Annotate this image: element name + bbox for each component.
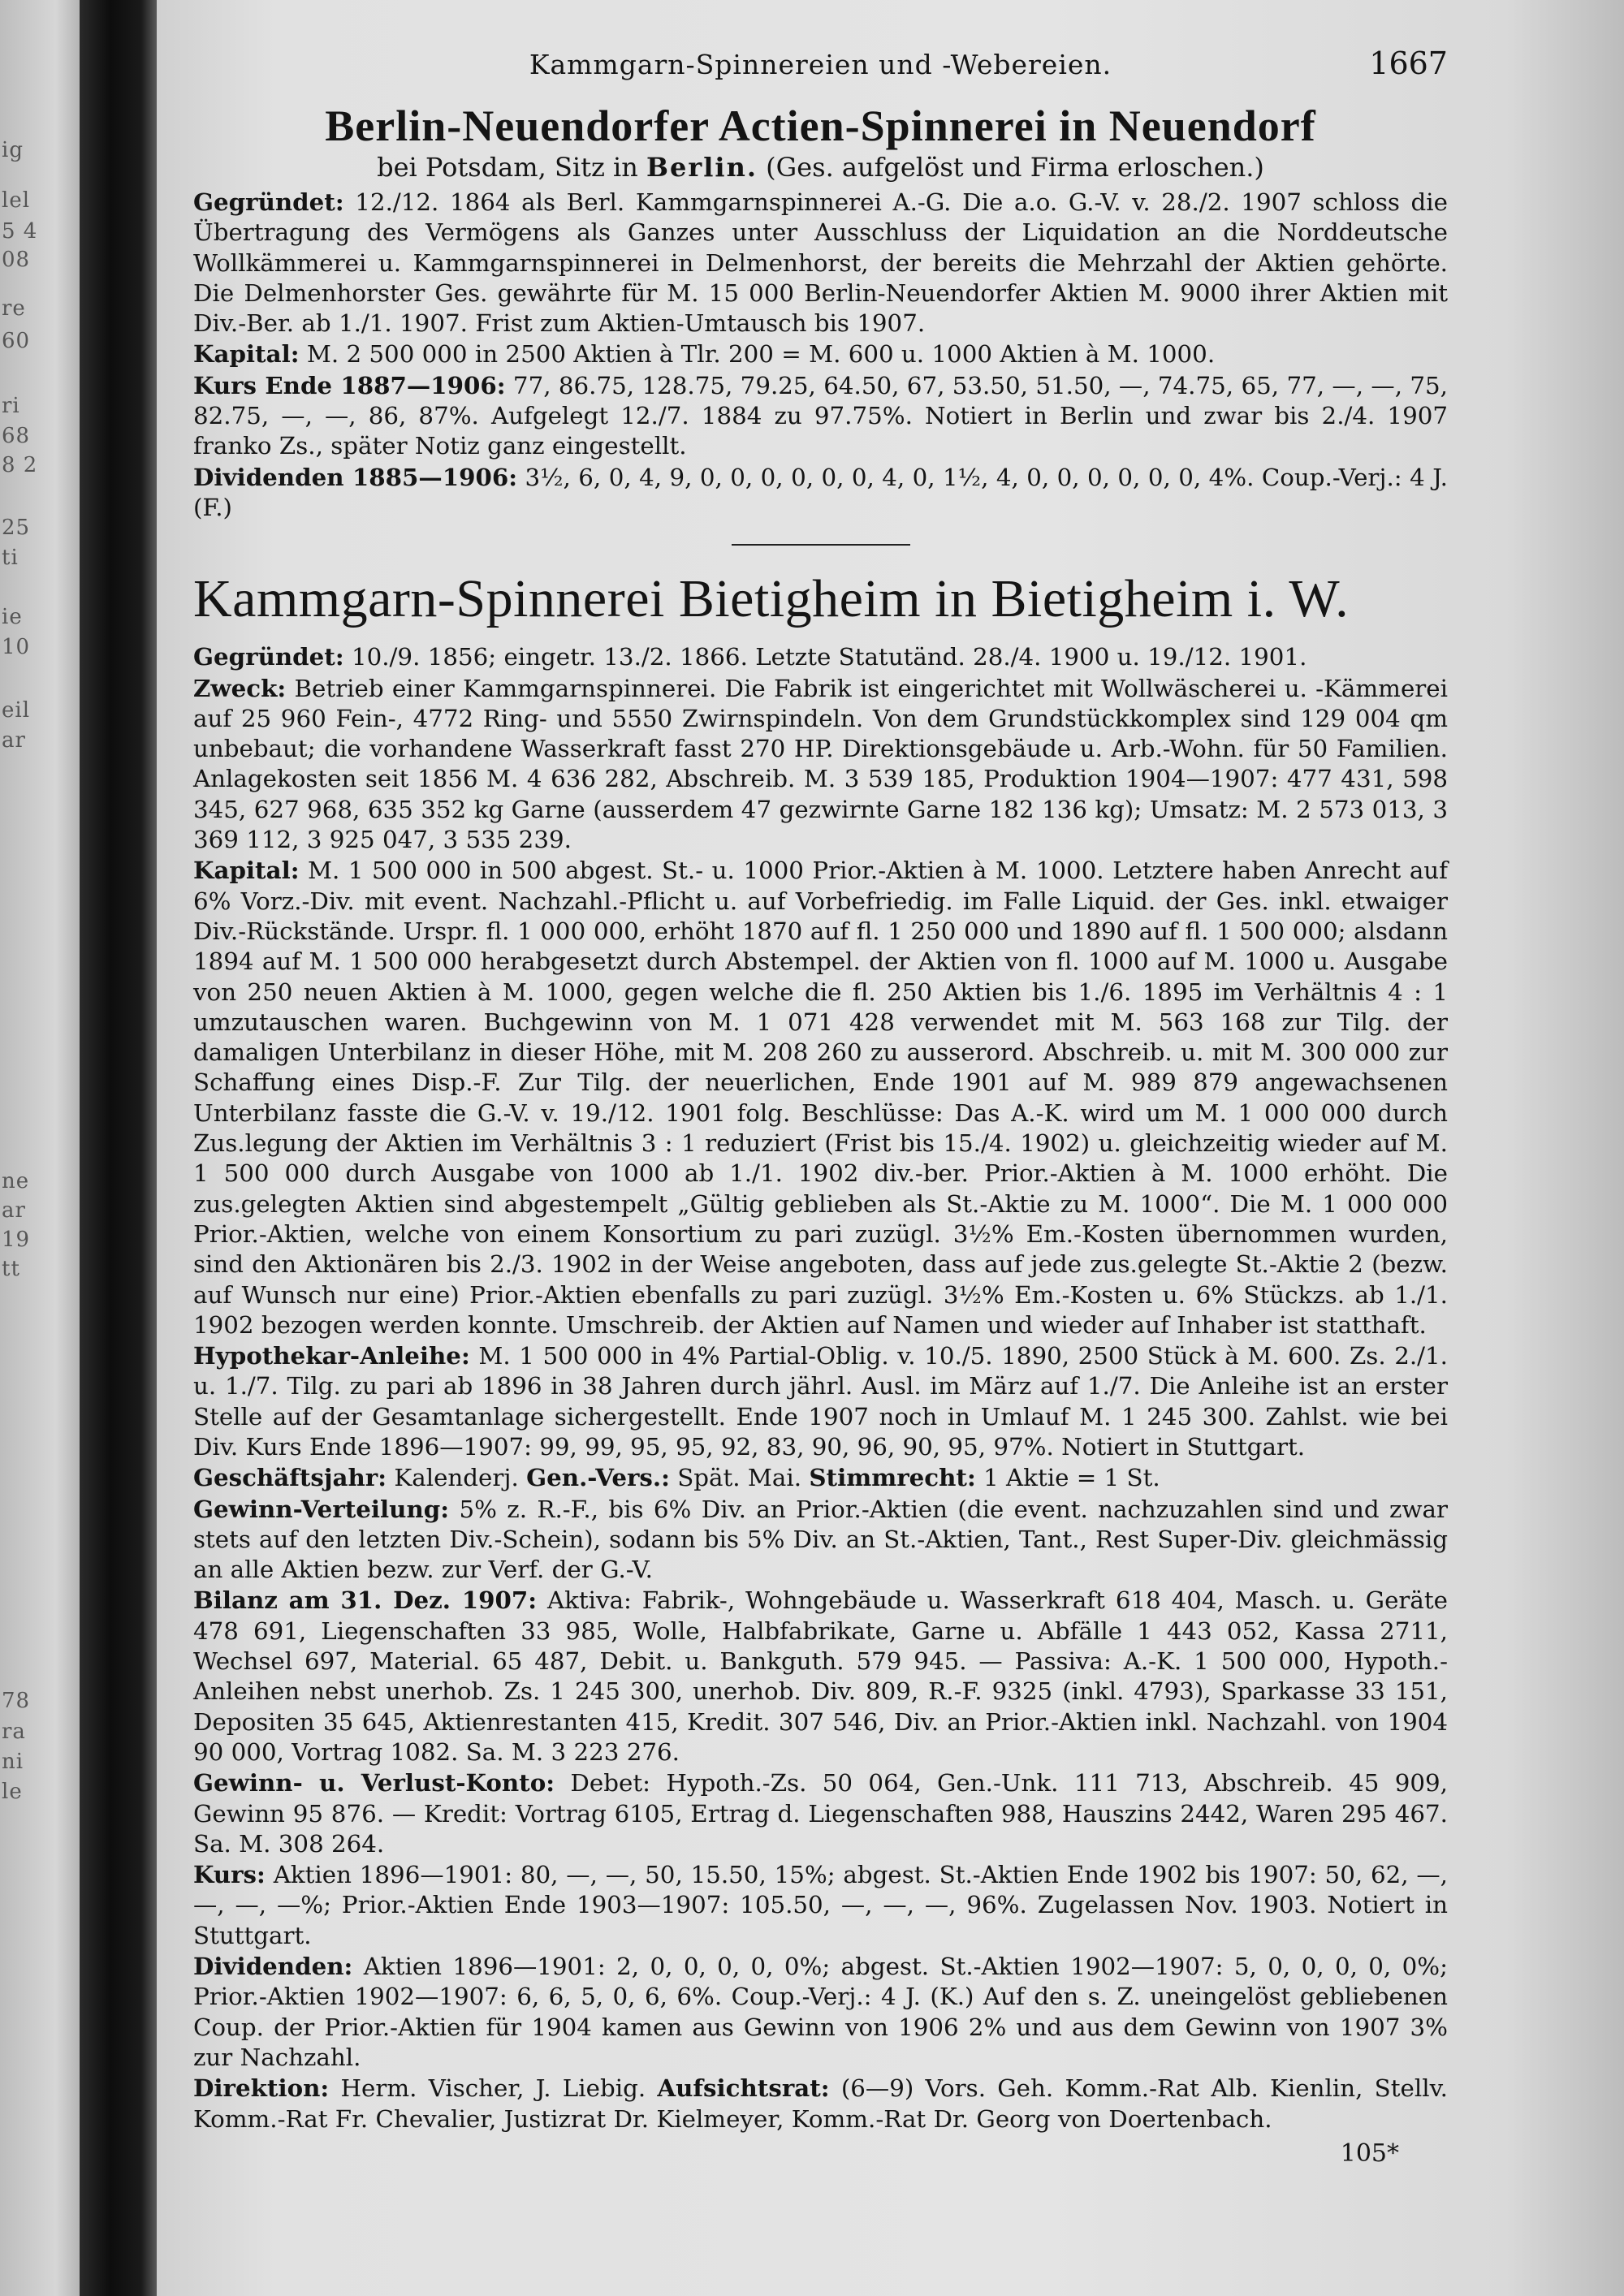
left-fragment: ar bbox=[2, 728, 26, 753]
field-text: 5% z. R.-F., bis 6% Div. an Prior.-Aktien (die event. nachzuzahlen sind und zwar stets auf den letzten Div.-Schein), sodann bis 5% Div. an St.-Aktien, Tant., Rest Super-Div. gleichmässig an alle Aktien bezw. zur Verf. der G.-V. bbox=[193, 1495, 1448, 1584]
field-label: Gegründet: bbox=[193, 642, 344, 671]
document-page bbox=[157, 0, 1624, 2296]
paragraph-mortgage-loan bbox=[193, 1340, 1448, 1462]
field-label: Kurs Ende 1887—1906: bbox=[193, 370, 506, 399]
field-text: Aktien 1896—1901: 2, 0, 0, 0, 0, 0%; abgest. St.-Aktien 1902—1907: 5, 0, 0, 0, 0, 0%; Prior.-Aktien 1902—1907: 6, 6, 5, 0, 6, 6%. Coup.-Verj.: 4 J. (K.) Auf den s. Z. uneingelöst gebliebenen Coup. der Prior.-Aktien für 1904 kamen aus Gewinn von 1906 2% und aus dem Gewinn von 1907 3% zur Nachzahl. bbox=[193, 1953, 1448, 2071]
field-label: Direktion: bbox=[193, 2074, 330, 2103]
left-fragment: ra bbox=[2, 1720, 26, 1744]
paragraph-profit-distribution bbox=[193, 1494, 1448, 1586]
running-title: Kammgarn-Spinnereien und -Webereien. bbox=[529, 49, 1112, 80]
left-fragment: 5 4 bbox=[2, 219, 38, 244]
field-text: M. 2 500 000 in 2500 Aktien à Tlr. 200 = M. 600 u. 1000 Aktien à M. 1000. bbox=[299, 340, 1216, 369]
left-fragment: ig bbox=[2, 138, 24, 162]
left-fragment: 8 2 bbox=[2, 453, 38, 477]
left-fragment: ni bbox=[2, 1750, 24, 1774]
paragraph-dividends bbox=[193, 462, 1448, 524]
paragraph-balance-sheet bbox=[193, 1585, 1448, 1767]
field-label: Dividenden: bbox=[193, 1952, 353, 1981]
left-fragment: 68 bbox=[2, 424, 31, 448]
field-text: Kalenderj. bbox=[387, 1464, 527, 1492]
field-label: Geschäftsjahr: bbox=[193, 1463, 387, 1492]
field-text: Betrieb einer Kammgarnspinnerei. Die Fabrik ist eingerichtet mit Wollwäscherei u. -Kämmerei auf 25 960 Fein-, 4772 Ring- und 5550 Zwirnspindeln. Von dem Grundstückkomplex sind 129 004 qm unbebaut; die vorhandene Wasserkraft fasst 270 HP. Direktionsgebäude u. Arb.-Wohn. für 50 Familien. Anlagekosten seit 1856 M. 4 636 282, Abschreib. M. 3 539 185, Produktion 1904—1907: 477 431, 598 345, 627 968, 635 352 kg Garne (ausserdem 47 gezwirnte Garne 182 136 kg); Umsatz: M. 2 573 013, 3 369 112, 3 925 047, 3 535 239. bbox=[193, 674, 1448, 854]
field-label: Kapital: bbox=[193, 339, 300, 369]
left-fragment: lel bbox=[2, 188, 31, 213]
paragraph-capital bbox=[193, 339, 1448, 369]
company-1-subtitle bbox=[193, 151, 1448, 183]
left-fragment: 10 bbox=[2, 635, 31, 659]
left-fragment: eil bbox=[2, 698, 31, 723]
field-label: Gegründet: bbox=[193, 188, 344, 216]
paragraph-founded bbox=[193, 641, 1448, 672]
left-fragment: 19 bbox=[2, 1228, 31, 1252]
field-text: 1 Aktie = 1 St. bbox=[975, 1464, 1160, 1492]
field-label: Zweck: bbox=[193, 673, 287, 702]
field-label: Gewinn-Verteilung: bbox=[193, 1494, 450, 1523]
book-gutter bbox=[80, 0, 157, 2296]
company-2-title: Kammgarn-Spinnerei Bietigheim in Bietigheim i. W. bbox=[193, 569, 1350, 629]
left-fragment: ne bbox=[2, 1169, 30, 1193]
field-label: Gen.-Vers.: bbox=[526, 1463, 670, 1492]
page-content bbox=[193, 45, 1448, 2168]
company-entry-1 bbox=[193, 101, 1448, 523]
field-text: Herm. Vischer, J. Liebig. bbox=[329, 2074, 658, 2103]
subtitle-location: bei Potsdam, Sitz in bbox=[377, 152, 638, 183]
field-text: Aktien 1896—1901: 80, —, —, 50, 15.50, 15%; abgest. St.-Aktien Ende 1902 bis 1907: 50, 62, —, —, —, —%; Prior.-Aktien Ende 1903—1907: 105.50, —, —, —, 96%. Zugelassen Nov. 1903. Notiert in Stuttgart. bbox=[193, 1861, 1448, 1949]
field-label: Aufsichtsrat: bbox=[657, 2074, 830, 2103]
field-label: Dividenden 1885—1906: bbox=[193, 462, 518, 491]
paragraph-management bbox=[193, 2073, 1448, 2134]
field-text: M. 1 500 000 in 4% Partial-Oblig. v. 10./5. 1890, 2500 Stück à M. 600. Zs. 2./1. u. 1./7. Tilg. zu pari ab 1896 in 38 Jahren durch jährl. Ausl. im März auf 1./7. Die Anleihe ist an erster Stelle auf der Gesamtanlage sichergestellt. Ende 1907 noch in Umlauf M. 1 245 300. Zahlst. wie bei Div. Kurs Ende 1896—1907: 99, 99, 95, 95, 92, 83, 90, 96, 90, 95, 97%. Notiert in Stuttgart. bbox=[193, 1342, 1448, 1461]
subtitle-status: (Ges. aufgelöst und Firma erloschen.) bbox=[766, 152, 1264, 183]
left-fragment: ti bbox=[2, 546, 19, 570]
signature-mark: 105* bbox=[1340, 2138, 1399, 2168]
left-fragment: 60 bbox=[2, 329, 31, 353]
paragraph-profit-loss bbox=[193, 1767, 1448, 1859]
field-label: Gewinn- u. Verlust-Konto: bbox=[193, 1768, 555, 1798]
field-text: M. 1 500 000 in 500 abgest. St.- u. 1000 Prior.-Aktien à M. 1000. Letztere haben Anrecht auf 6% Vorz.-Div. mit event. Nachzahl.-Pflicht u. auf Vorbefriedig. im Falle Liquid. der Ges. inkl. etwaiger Div.-Rückstände. Urspr. fl. 1 000 000, erhöht 1870 auf fl. 1 250 000 und 1890 auf fl. 1 500 000; alsdann 1894 auf M. 1 500 000 herabgesetzt durch Abstempel. der Aktien von fl. 1000 auf M. 1000 u. Ausgabe von 250 neuen Aktien à M. 1000, gegen welche die fl. 250 Aktien bis 1./6. 1895 im Verhältnis 4 : 1 umzutauschen waren. Buchgewinn von M. 1 071 428 verwendet mit M. 563 168 zur Tilg. der damaligen Unterbilanz in dieser Höhe, mit M. 208 260 zu ausserord. Abschreib. u. mit M. 300 000 zur Schaffung eines Disp.-F. Zur Tilg. der neuerlichen, Ende 1901 auf M. 989 879 angewachsenen Unterbilanz fasste die G.-V. v. 19./12. 1901 folg. Beschlüsse: Das A.-K. wird um M. 1 000 000 durch Zus.legung der Aktien im Verhältnis 3 : 1 reduziert (Frist bis 15./4. 1902) u. gleichzeitig wieder auf M. 1 500 000 durch Ausgabe von 1000 ab 1./1. 1902 div.-ber. Prior.-Aktien à M. 1000 erhöht. Die zus.gelegten Aktien sind abgestempelt „Gültig geblieben als St.-Aktie zu M. 1000“. Die M. 1 000 000 Prior.-Aktien, welche von einem Konsortium zu pari zuzügl. 3½% Em.-Kosten übernommen wurden, sind den Aktionären bis 2./3. 1902 in der Weise angeboten, dass auf jede zus.gelegte St.-Aktie 2 (bezw. auf Wunsch nur eine) Prior.-Aktien ebenfalls zu pari zuzügl. 3½% Em.-Kosten u. 6% Stückzs. ab 1./1. 1902 bezogen werden konnte. Umschreib. der Aktien auf Namen und wieder auf Inhaber ist statthaft. bbox=[193, 857, 1448, 1339]
field-text: Aktiva: Fabrik-, Wohngebäude u. Wasserkraft 618 404, Masch. u. Geräte 478 691, Liegenschaften 33 985, Wolle, Halbfabrikate, Garne u. Abfälle 1 443 052, Kassa 2711, Wechsel 697, Material. 65 487, Debit. u. Bankguth. 579 945. — Passiva: A.-K. 1 500 000, Hypoth.-Anleihen nebst unerhob. Zs. 1 245 300, unerhob. Div. 809, R.-F. 9325 (inkl. 4793), Sparkasse 33 151, Depositen 35 645, Aktienrestanten 415, Kredit. 307 546, Div. an Prior.-Aktien inkl. Nachzahl. von 1904 90 000, Vortrag 1082. Sa. M. 3 223 276. bbox=[193, 1586, 1448, 1766]
running-header bbox=[193, 45, 1448, 89]
paragraph-quotes bbox=[193, 370, 1448, 462]
left-fragment: ie bbox=[2, 605, 23, 629]
left-page-edge bbox=[0, 0, 80, 2296]
left-fragment: ri bbox=[2, 394, 20, 418]
field-text: 10./9. 1856; eingetr. 13./2. 1866. Letzte Statutänd. 28./4. 1900 u. 19./12. 1901. bbox=[343, 643, 1307, 671]
page-number: 1667 bbox=[1369, 45, 1448, 81]
subtitle-city: Berlin. bbox=[646, 152, 758, 183]
field-label: Bilanz am 31. Dez. 1907: bbox=[193, 1586, 538, 1615]
field-text: Debet: Hypoth.-Zs. 50 064, Gen.-Unk. 111 713, Abschreib. 45 909, Gewinn 95 876. — Kredit: Vortrag 6105, Ertrag d. Liegenschaften 988, Hauszins 2442, Waren 295 467. Sa. M. 308 264. bbox=[193, 1769, 1448, 1858]
paragraph-fiscal-year bbox=[193, 1462, 1448, 1493]
field-label: Hypothekar-Anleihe: bbox=[193, 1341, 470, 1370]
company-1-title: Berlin-Neuendorfer Actien-Spinnerei in Neuendorf bbox=[325, 101, 1316, 150]
paragraph-dividends bbox=[193, 1951, 1448, 2073]
left-fragment: le bbox=[2, 1780, 23, 1804]
paragraph-founded bbox=[193, 187, 1448, 339]
field-text: 12./12. 1864 als Berl. Kammgarnspinnerei A.-G. Die a.o. G.-V. v. 28./2. 1907 schloss die Übertragung des Vermögens als Ganzes unter Ausschluss der Liquidation an die Norddeutsche Wollkämmerei u. Kammgarnspinnerei in Delmenhorst, der bereits die Mehrzahl der Aktien gehörte. Die Delmenhorster Ges. gewährte für M. 15 000 Berlin-Neuendorfer Aktien M. 9000 ihrer Aktien mit Div.-Ber. ab 1./1. 1907. Frist zum Aktien-Umtausch bis 1907. bbox=[193, 188, 1448, 338]
field-text: Spät. Mai. bbox=[669, 1464, 810, 1492]
paragraph-quotes bbox=[193, 1859, 1448, 1951]
paragraph-purpose bbox=[193, 673, 1448, 856]
field-text: 77, 86.75, 128.75, 79.25, 64.50, 67, 53.50, 51.50, —, 74.75, 65, 77, —, —, 75, 82.75, —, —, 86, 87%. Aufgelegt 12./7. 1884 zu 97.75%. Notiert in Berlin und zwar bis 2./4. 1907 franko Zs., später Notiz ganz eingestellt. bbox=[193, 371, 1448, 460]
field-label: Kapital: bbox=[193, 856, 300, 885]
field-text: 3½, 6, 0, 4, 9, 0, 0, 0, 0, 0, 0, 4, 0, 1½, 4, 0, 0, 0, 0, 0, 0, 4%. Coup.-Verj.: 4 J. (F.) bbox=[193, 463, 1448, 521]
left-fragment: 25 bbox=[2, 516, 31, 540]
paragraph-capital bbox=[193, 855, 1448, 1340]
left-fragment: re bbox=[2, 296, 26, 321]
left-fragment: tt bbox=[2, 1257, 20, 1281]
field-label: Stimmrecht: bbox=[809, 1463, 976, 1492]
company-entry-2 bbox=[193, 570, 1448, 2134]
field-label: Kurs: bbox=[193, 1860, 266, 1889]
left-fragment: 08 bbox=[2, 248, 31, 272]
left-fragment: ar bbox=[2, 1198, 26, 1223]
section-divider bbox=[732, 544, 910, 546]
left-fragment: 78 bbox=[2, 1689, 31, 1713]
field-text: (6—9) Vors. Geh. Komm.-Rat Alb. Kienlin, Stellv. Komm.-Rat Fr. Chevalier, Justizrat Dr. Kielmeyer, Komm.-Rat Dr. Georg von Doertenbach. bbox=[193, 2074, 1448, 2133]
